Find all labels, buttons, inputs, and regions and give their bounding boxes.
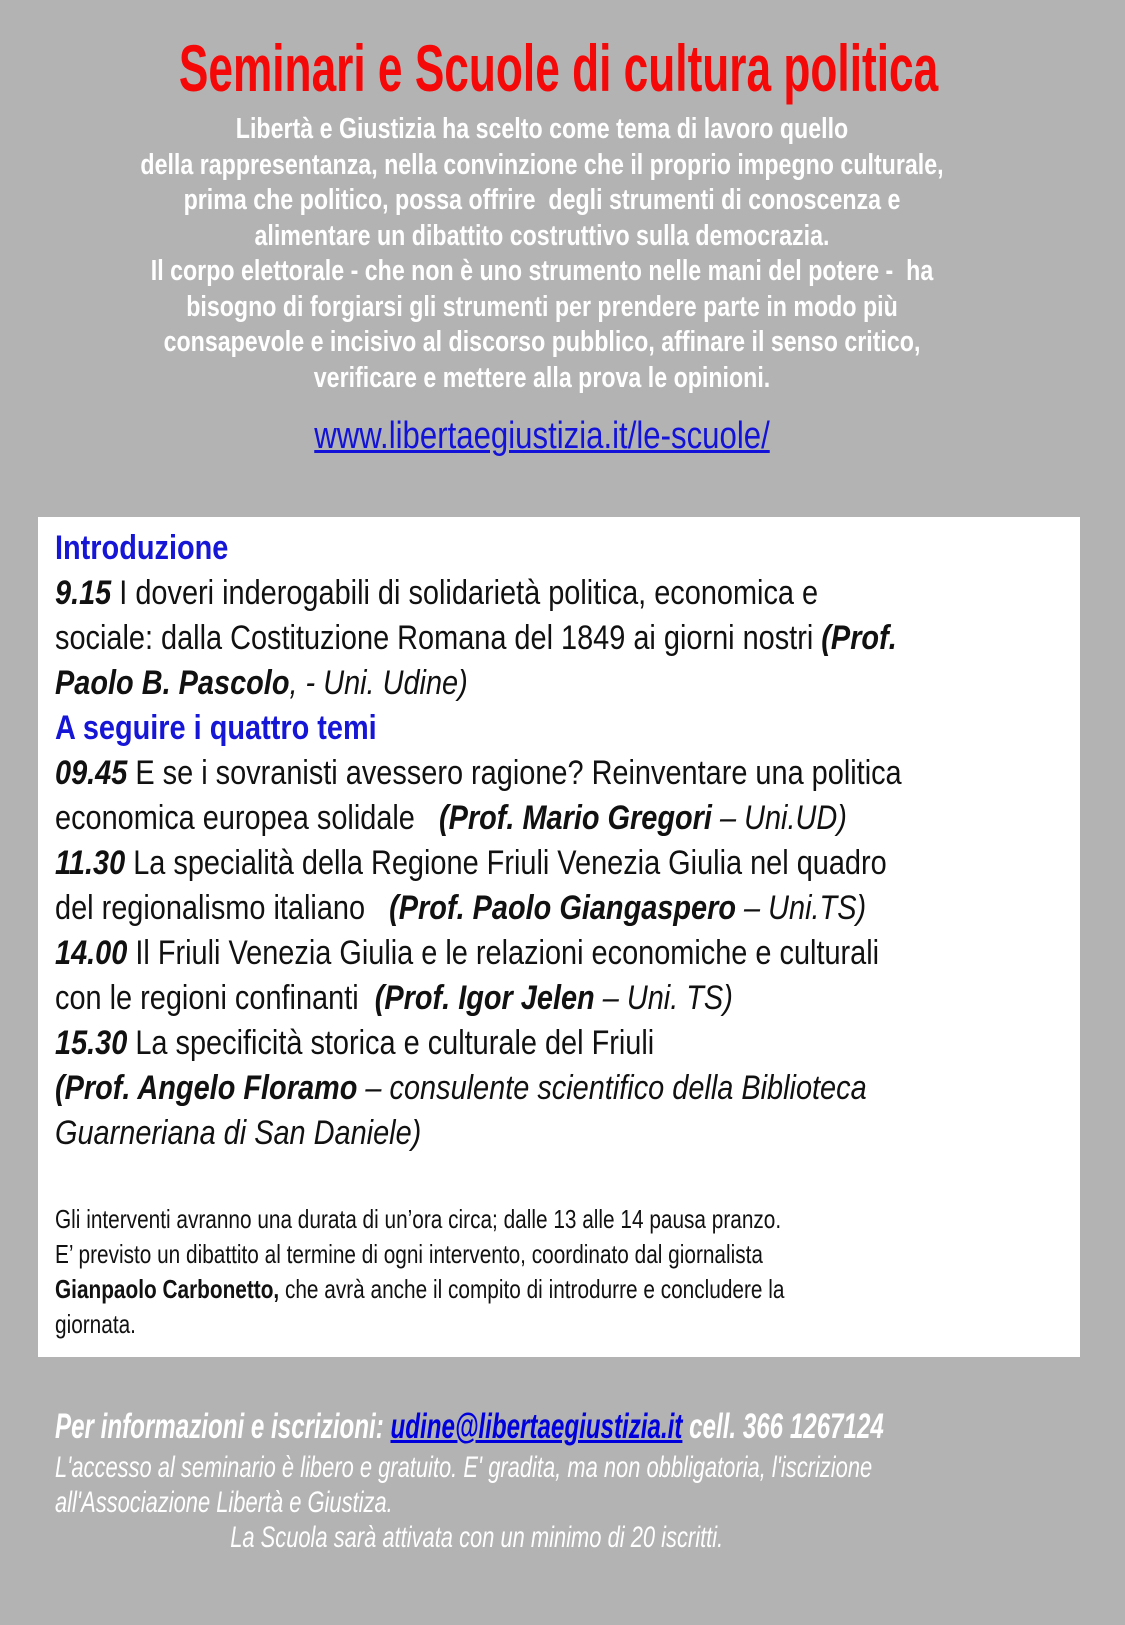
text-line <box>55 1307 867 1342</box>
text-line <box>55 1520 822 1555</box>
text-segment: Gli interventi avranno una durata di un’ora circa; dalle 13 alle 14 pausa pranzo. <box>55 1204 782 1234</box>
text-segment: (Prof. Igor Jelen <box>374 979 595 1017</box>
website-link[interactable]: www.libertaegiustizia.it/le-scuole/ <box>314 415 770 457</box>
text-segment: Gianpaolo Carbonetto, <box>55 1274 280 1304</box>
text-segment: sociale: dalla Costituzione Romana del 1849 ai giorni nostri <box>55 619 822 657</box>
text-segment: 9.15 <box>55 574 112 612</box>
text-segment: cell. 366 1267124 <box>682 1407 884 1446</box>
text-segment: (Prof. Paolo Giangaspero <box>389 889 737 927</box>
text-line <box>55 1272 867 1307</box>
text-segment: A seguire i quattro temi <box>55 709 377 747</box>
text-segment: (Prof. Angelo Floramo <box>55 1069 358 1107</box>
text-line: bisogno di forgiarsi gli strumenti per prendere parte in modo più <box>186 290 898 323</box>
text-segment: Il Friuli Venezia Giulia e le relazioni economiche e culturali <box>127 934 880 972</box>
text-segment: , - Uni. Udine) <box>289 664 468 702</box>
text-segment: – Uni.TS) <box>736 889 867 927</box>
text-line <box>55 796 918 841</box>
text-segment: La Scuola sarà attivata con un minimo di 20 iscritti. <box>230 1521 724 1554</box>
text-segment: L'accesso al seminario è libero e gratuito. E' gradita, ma non obbligatoria, l'iscrizione <box>55 1451 873 1484</box>
text-segment: Introduzione <box>55 529 229 567</box>
text-line <box>55 1021 918 1066</box>
text-line: alimentare un dibattito costruttivo sulla democrazia. <box>254 219 830 252</box>
text-segment: (Prof. Mario Gregori <box>438 799 712 837</box>
text-segment: con le regioni confinanti <box>55 979 375 1017</box>
text-line <box>55 616 918 661</box>
text-line <box>55 931 918 976</box>
text-line <box>55 571 918 616</box>
text-segment: Guarneriana di San Daniele) <box>55 1114 422 1152</box>
program-box <box>38 517 1080 1357</box>
notes-paragraph <box>55 1202 1070 1342</box>
text-line: della rappresentanza, nella convinzione che il proprio impegno culturale, <box>140 148 944 181</box>
text-segment: La specialità della Regione Friuli Venezia Giulia nel quadro <box>125 844 887 882</box>
text-line <box>55 976 918 1021</box>
text-segment: La specificità storica e culturale del Friuli <box>127 1024 655 1062</box>
text-segment: – Uni. TS) <box>594 979 733 1017</box>
text-line <box>55 1404 884 1450</box>
text-line <box>55 526 918 571</box>
text-line <box>55 841 918 886</box>
text-line: Il corpo elettorale - che non è uno strumento nelle mani del potere - ha <box>150 255 934 287</box>
text-segment: I doveri inderogabili di solidarietà politica, economica e <box>111 574 819 612</box>
text-line <box>55 1066 918 1111</box>
text-line <box>55 661 918 706</box>
text-segment: giornata. <box>55 1309 136 1339</box>
text-segment: E se i sovranisti avessero ragione? Reinventare una politica <box>127 754 902 792</box>
footer-info <box>55 1404 1105 1555</box>
text-line <box>55 751 918 796</box>
text-line <box>55 1450 873 1485</box>
text-line <box>55 886 918 931</box>
text-line: prima che politico, possa offrire degli strumenti di conoscenza e <box>183 184 901 216</box>
text-line: consapevole e incisivo al discorso pubblico, affinare il senso critico, <box>163 326 921 358</box>
text-segment: 11.30 <box>55 844 126 882</box>
text-line: Libertà e Giustizia ha scelto come tema di lavoro quello <box>235 113 849 145</box>
text-line <box>55 1111 918 1156</box>
email-link[interactable]: udine@libertaegiustizia.it <box>390 1407 683 1446</box>
page-title: Seminari e Scuole di cultura politica <box>178 31 939 105</box>
text-segment: Paolo B. Pascolo <box>55 664 290 702</box>
text-segment: che avrà anche il compito di introdurre e concludere la <box>279 1274 785 1304</box>
intro-paragraph <box>108 112 975 396</box>
text-line: verificare e mettere alla prova le opinioni. <box>313 361 771 394</box>
text-segment: 15.30 <box>55 1024 128 1062</box>
program-schedule <box>55 526 1070 1156</box>
text-segment: all'Associazione Libertà e Giustiza. <box>55 1486 393 1519</box>
text-line <box>55 1485 822 1520</box>
text-segment: – consulente scientifico della Biblioteca <box>357 1069 867 1107</box>
text-line <box>55 706 918 751</box>
website-link-row <box>98 414 987 458</box>
text-segment: 09.45 <box>55 754 128 792</box>
text-segment: E’ previsto un dibattito al termine di ogni intervento, coordinato dal giornalista <box>55 1239 763 1269</box>
text-segment: Per informazioni e iscrizioni: <box>55 1407 391 1446</box>
text-segment: (Prof. <box>821 619 897 657</box>
text-segment: economica europea solidale <box>55 799 439 837</box>
text-segment: del regionalismo italiano <box>55 889 390 927</box>
text-line <box>55 1202 867 1237</box>
text-segment: 14.00 <box>55 934 128 972</box>
text-segment: – Uni.UD) <box>711 799 847 837</box>
text-line <box>55 1237 867 1272</box>
